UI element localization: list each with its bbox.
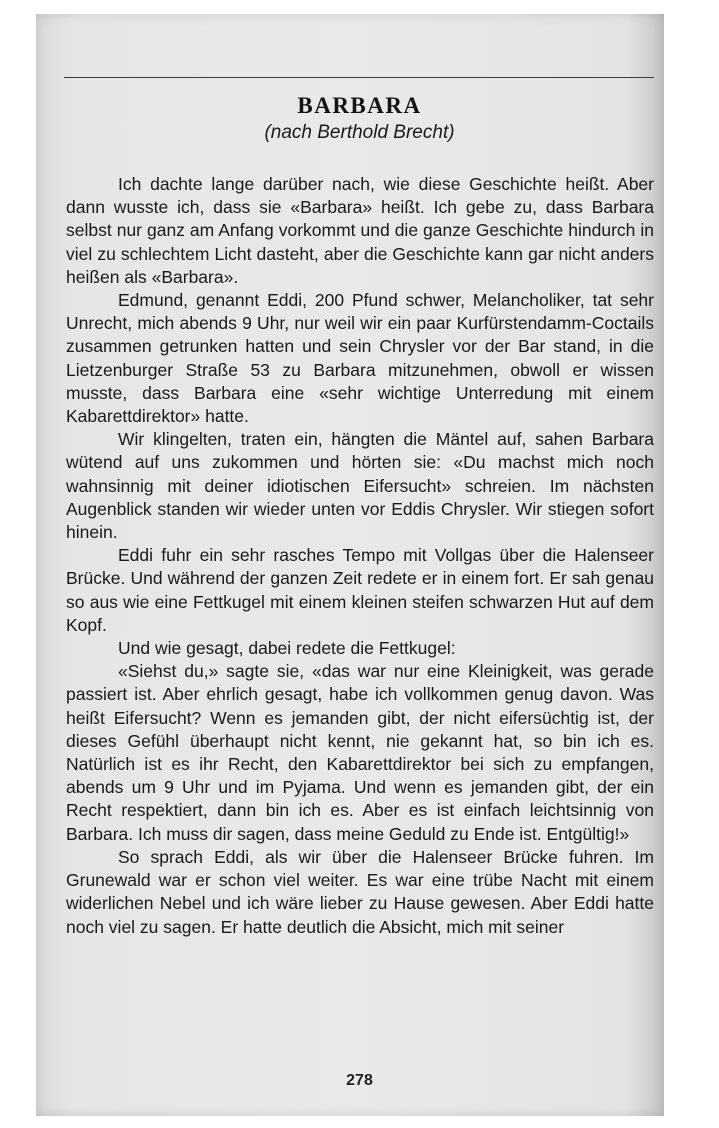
paragraph: «Siehst du,» sagte sie, «das war nur eine Kleinigkeit, was gerade passiert ist. Aber ehrlich gesagt, habe ich vollkommen genug davon. Was heißt Eifersucht? Wenn es jemanden gibt, der nicht eifersüchtig ist, der dieses Gefühl überhaupt nicht kennt, nie gekannt hat, so bin ich es. Natürlich ist es ihr Recht, den Kabarettdirektor bei sich zu empfangen, abends um 9 Uhr und im Pyjama. Und wenn es jemanden gibt, der ein Recht respektiert, dann bin ich es. Aber es ist einfach leichtsinnig von Barbara. Ich muss dir sagen, dass meine Geduld zu Ende ist. Entgültig!» (66, 661, 654, 844)
story-text (66, 173, 654, 939)
paragraph: Ich dachte lange darüber nach, wie diese Geschichte heißt. Aber dann wusste ich, dass sie «Barbara» heißt. Ich gebe zu, dass Barbara selbst nur ganz am Anfang vorkommt und die ganze Geschichte hindurch in viel zu schlechtem Licht dasteht, aber die Geschichte kann gar nicht anders heißen als «Barbara». (66, 174, 654, 287)
story-title: BARBARA (297, 93, 422, 118)
page-number: 278 (346, 1072, 373, 1089)
top-rule (64, 77, 654, 78)
story-subtitle: (nach Berthold Brecht) (264, 122, 455, 143)
paragraph: Eddi fuhr ein sehr rasches Tempo mit Vollgas über die Halenseer Brücke. Und während der ganzen Zeit redete er in einem fort. Er sah genau so aus wie eine Fettkugel mit einem kleinen steifen schwarzen Hut auf dem Kopf. (66, 545, 654, 635)
paragraph: So sprach Eddi, als wir über die Halenseer Brücke fuhren. Im Grunewald war er schon viel weiter. Es war eine trübe Nacht mit einem widerlichen Nebel und ich wäre lieber zu Hause gewesen. Aber Eddi hatte noch viel zu sagen. Er hatte deutlich die Absicht, mich mit seiner (66, 846, 654, 937)
paragraph: Edmund, genannt Eddi, 200 Pfund schwer, Melancholiker, tat sehr Unrecht, mich abends 9 Uhr, nur weil wir ein paar Kurfürstendamm-Coctails zusammen getrunken hatten und sein Chrysler vor der Bar stand, in die Lietzenburger Straße 53 zu Barbara mitzunehmen, obwoll er wissen musste, dass Barbara eine «sehr wichtige Unterredung mit einem Kabarettdirektor» hatte. (66, 290, 654, 427)
paragraph: Wir klingelten, traten ein, hängten die Mäntel auf, sahen Barbara wütend auf uns zukommen und hörten sie: «Du machst mich noch wahnsinnig mit deiner idiotischen Eifersucht» schreien. Im nächsten Augenblick standen wir wieder unten vor Eddis Chrysler. Wir stiegen sofort hinein. (66, 429, 654, 543)
paragraph: Und wie gesagt, dabei redete die Fettkugel: (118, 638, 456, 659)
